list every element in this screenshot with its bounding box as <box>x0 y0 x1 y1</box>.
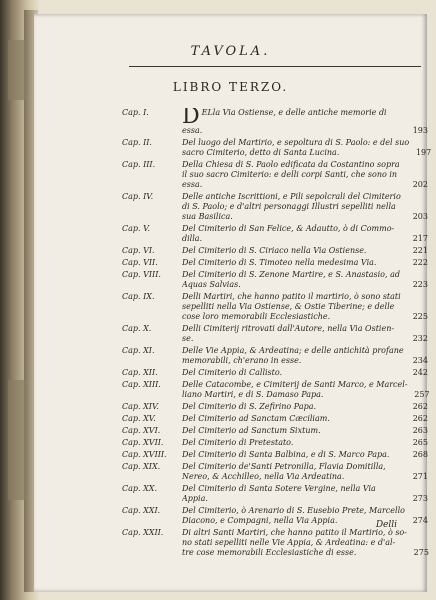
chapter-title-line <box>182 494 428 504</box>
chapter-title-line <box>182 148 431 158</box>
chapter-title <box>182 224 428 244</box>
title-text: di S. Paolo; e d'altri personaggi Illustri sepelliti nella <box>182 202 396 211</box>
title-text: Appia. <box>182 494 208 503</box>
toc-entry <box>122 368 428 378</box>
chapter-title-line <box>182 292 428 302</box>
title-text: Della Chiesa di S. Paolo edificata da Costantino sopra <box>182 160 400 169</box>
title-text: se. <box>182 334 194 343</box>
toc-entry <box>122 380 428 400</box>
chapter-title-line <box>182 324 428 334</box>
chapter-title-line <box>182 380 430 390</box>
page-number: 221 <box>412 246 428 255</box>
toc-entry <box>122 462 428 482</box>
header-rule <box>129 66 421 67</box>
chapter-title-line <box>182 192 428 202</box>
toc-entry <box>122 246 428 256</box>
catchword: Delli <box>375 520 397 530</box>
chapter-title-line <box>182 312 428 322</box>
chapter-title <box>182 368 428 378</box>
chapter-number: Cap. XIV. <box>122 402 159 411</box>
chapter-title <box>182 108 428 136</box>
chapter-title-line <box>182 270 428 280</box>
chapter-title-line <box>182 180 428 190</box>
chapter-number: Cap. XXII. <box>122 528 164 537</box>
page-number: 222 <box>412 258 428 267</box>
page-number: 203 <box>412 212 428 221</box>
chapter-title <box>182 380 430 400</box>
page-number: 197 <box>415 148 432 157</box>
chapter-title <box>182 462 428 482</box>
title-text: liano Martiri, e di S. Damaso Papa. <box>182 390 324 399</box>
chapter-title-line <box>182 334 428 344</box>
page-number: 273 <box>412 494 428 503</box>
title-text: Del Cimiterio di S. Ciriaco nella Via Ostiense. <box>182 246 367 255</box>
chapter-title-line <box>182 438 428 448</box>
chapter-title <box>182 160 428 190</box>
title-text: Del Cimiterio de'Santi Petronilla, Flavia Domitilla, <box>182 462 386 471</box>
chapter-title-line <box>182 462 428 472</box>
page-number: 263 <box>412 426 428 435</box>
chapter-number: Cap. XVII. <box>122 438 164 447</box>
chapter-title-line <box>182 246 428 256</box>
toc-entry <box>122 292 428 322</box>
table-of-contents <box>122 108 432 560</box>
toc-entry <box>122 402 428 412</box>
page-number: 242 <box>412 368 428 377</box>
section-title: LIBRO TERZO. <box>172 80 289 94</box>
chapter-number: Cap. XX. <box>122 484 158 493</box>
toc-entry <box>122 450 428 460</box>
chapter-number: Cap. XIX. <box>122 462 161 471</box>
chapter-title-line <box>182 472 428 482</box>
chapter-title-line <box>182 390 430 400</box>
title-text: Del Cimiterio di S. Timoteo nella medesima Via. <box>182 258 377 267</box>
chapter-title <box>182 426 428 436</box>
toc-entry <box>122 438 428 448</box>
chapter-title-line <box>182 126 428 136</box>
title-text: cose loro memorabili Ecclesiastiche. <box>182 312 331 321</box>
chapter-number: Cap. VIII. <box>122 270 161 279</box>
toc-entry <box>122 528 428 558</box>
toc-entry <box>122 346 428 366</box>
title-text: Del Cimiterio di S. Zenone Martire, e S. Anastasio, ad <box>182 270 400 279</box>
chapter-title <box>182 346 428 366</box>
chapter-title <box>182 450 428 460</box>
chapter-title <box>182 324 428 344</box>
chapter-title <box>182 414 428 424</box>
chapter-title-line <box>182 548 429 558</box>
chapter-title-line <box>182 234 428 244</box>
chapter-title-line <box>182 346 428 356</box>
page-number: 225 <box>412 312 428 321</box>
page-number: 265 <box>412 438 428 447</box>
page-number: 193 <box>412 126 428 135</box>
chapter-title <box>182 484 428 504</box>
title-text: Diacono, e Compagni, nella Via Appia. <box>182 516 338 525</box>
title-text: Del Cimiterio di Santa Balbina, e di S. Marco Papa. <box>182 450 390 459</box>
chapter-number: Cap. X. <box>122 324 152 333</box>
chapter-title-line <box>182 202 428 212</box>
title-text: Del Cimiterio di Pretestato. <box>182 438 294 447</box>
title-text: dilla. <box>182 234 203 243</box>
chapter-number: Cap. VII. <box>122 258 158 267</box>
toc-entry <box>122 160 428 190</box>
chapter-number: Cap. XIII. <box>122 380 161 389</box>
chapter-number: Cap. II. <box>122 138 152 147</box>
chapter-title-line <box>182 450 428 460</box>
title-text: Delle antiche Iscrittioni, e Pili sepolcrali del Cimiterio <box>182 192 401 201</box>
title-text: memorabili, ch'erano in esse. <box>182 356 302 365</box>
page-number: 202 <box>412 180 428 189</box>
chapter-title-line <box>182 170 428 180</box>
chapter-title <box>182 402 428 412</box>
chapter-title <box>182 258 428 268</box>
title-text: Nereo, & Acchilleo, nella Via Ardeatina. <box>182 472 345 481</box>
chapter-number: Cap. IV. <box>122 192 154 201</box>
title-text: Delle Vie Appia, & Ardeatina; e delle antichità profane <box>182 346 404 355</box>
title-text: Del Cimiterio di Santa Sotere Vergine, nella Via <box>182 484 376 493</box>
title-text: Delli Cimiterij ritrovati dall'Autore, nella Via Ostien- <box>182 324 395 333</box>
title-text: Del Cimiterio ad Sanctum Sixtum. <box>182 426 321 435</box>
toc-entry <box>122 484 428 504</box>
chapter-number: Cap. XVIII. <box>122 450 167 459</box>
toc-entry <box>122 108 428 136</box>
chapter-title <box>182 292 428 322</box>
title-text: sepelliti nella Via Ostiense, & Ostie Tiberine; e delle <box>182 302 395 311</box>
toc-entry <box>122 138 432 158</box>
chapter-title-line <box>182 160 428 170</box>
page-number: 223 <box>412 280 428 289</box>
chapter-number: Cap. VI. <box>122 246 155 255</box>
page-number: 268 <box>412 450 428 459</box>
toc-entry <box>122 324 428 344</box>
chapter-number: Cap. I. <box>122 108 149 117</box>
title-text: Delle Catacombe, e Cimiterij de Santi Marco, e Marcel- <box>182 380 408 389</box>
chapter-number: Cap. III. <box>122 160 156 169</box>
title-text: Di altri Santi Martiri, che hanno patito il Martirio, ò so- <box>182 528 407 537</box>
chapter-title-line <box>182 224 428 234</box>
chapter-title-line <box>182 356 428 366</box>
book-page <box>34 14 432 592</box>
chapter-title-line <box>182 258 428 268</box>
page-header-tavola: TAVOLA. <box>190 44 271 59</box>
title-text: sua Basilica. <box>182 212 233 221</box>
chapter-title-line <box>182 212 428 222</box>
binding-tape <box>8 380 26 500</box>
title-text: ELla Via Ostiense, e delle antiche memorie di <box>201 108 387 117</box>
page-number: 262 <box>412 414 428 423</box>
title-text: essa. <box>182 180 203 189</box>
chapter-number: Cap. XV. <box>122 414 156 423</box>
page-number: 234 <box>412 356 428 365</box>
chapter-title <box>182 192 428 222</box>
chapter-title-line <box>182 426 428 436</box>
page-number: 262 <box>412 402 428 411</box>
title-text: Del Cimiterio di San Felice, & Adautto, ò di Commo- <box>182 224 395 233</box>
toc-entry <box>122 270 428 290</box>
title-text: essa. <box>182 126 203 135</box>
page-number: 232 <box>412 334 428 343</box>
chapter-number: Cap. XVI. <box>122 426 161 435</box>
chapter-title-line <box>182 368 428 378</box>
page-number: 257 <box>414 390 430 399</box>
chapter-number: Cap. XXI. <box>122 506 161 515</box>
binding-tape <box>8 40 26 100</box>
title-text: Del Cimiterio di S. Zefirino Papa. <box>182 402 317 411</box>
chapter-title <box>182 438 428 448</box>
page-number: 275 <box>413 548 429 557</box>
title-text: Del Cimiterio ad Sanctam Cæciliam. <box>182 414 330 423</box>
chapter-title-line <box>182 138 431 148</box>
chapter-title <box>182 528 429 558</box>
toc-entry <box>122 258 428 268</box>
chapter-title-line <box>182 402 428 412</box>
page-number: 217 <box>412 234 428 243</box>
title-text: il suo sacro Cimiterio: e delli corpi Santi, che sono in <box>182 170 398 179</box>
chapter-title-line <box>182 484 428 494</box>
toc-entry <box>122 192 428 222</box>
title-text: Del Cimiterio, ò Arenario di S. Eusebio Prete, Marcello <box>182 506 405 515</box>
chapter-number: Cap. IX. <box>122 292 155 301</box>
title-text: Del luogo del Martirio, e sepoltura di S. Paolo: e del suo <box>182 138 410 147</box>
chapter-title-line <box>182 506 428 516</box>
toc-entry <box>122 224 428 244</box>
chapter-number: Cap. XI. <box>122 346 155 355</box>
chapter-title <box>182 138 431 158</box>
chapter-number: Cap. V. <box>122 224 151 233</box>
chapter-title-line <box>182 302 428 312</box>
drop-cap: D <box>182 108 200 126</box>
chapter-title <box>182 246 428 256</box>
title-text: tre cose memorabili Ecclesiastiche di esse. <box>182 548 357 557</box>
title-text: Del Cimiterio di Callisto. <box>182 368 283 377</box>
toc-entry <box>122 426 428 436</box>
title-text: no stati sepelliti nelle Vie Appia, & Ardeatina: e d'al- <box>182 538 396 547</box>
title-text: Delli Martiri, che hanno patito il martirio, ò sono stati <box>182 292 401 301</box>
chapter-number: Cap. XII. <box>122 368 158 377</box>
title-text: sacro Cimiterio, detto di Santa Lucina. <box>182 148 340 157</box>
page-number: 271 <box>412 472 428 481</box>
chapter-title <box>182 270 428 290</box>
chapter-title-line <box>182 108 428 126</box>
chapter-title-line <box>182 414 428 424</box>
toc-entry <box>122 414 428 424</box>
chapter-title-line <box>182 538 429 548</box>
title-text: Aquas Salvias. <box>182 280 241 289</box>
chapter-title-line <box>182 280 428 290</box>
page-number: 274 <box>412 516 428 525</box>
